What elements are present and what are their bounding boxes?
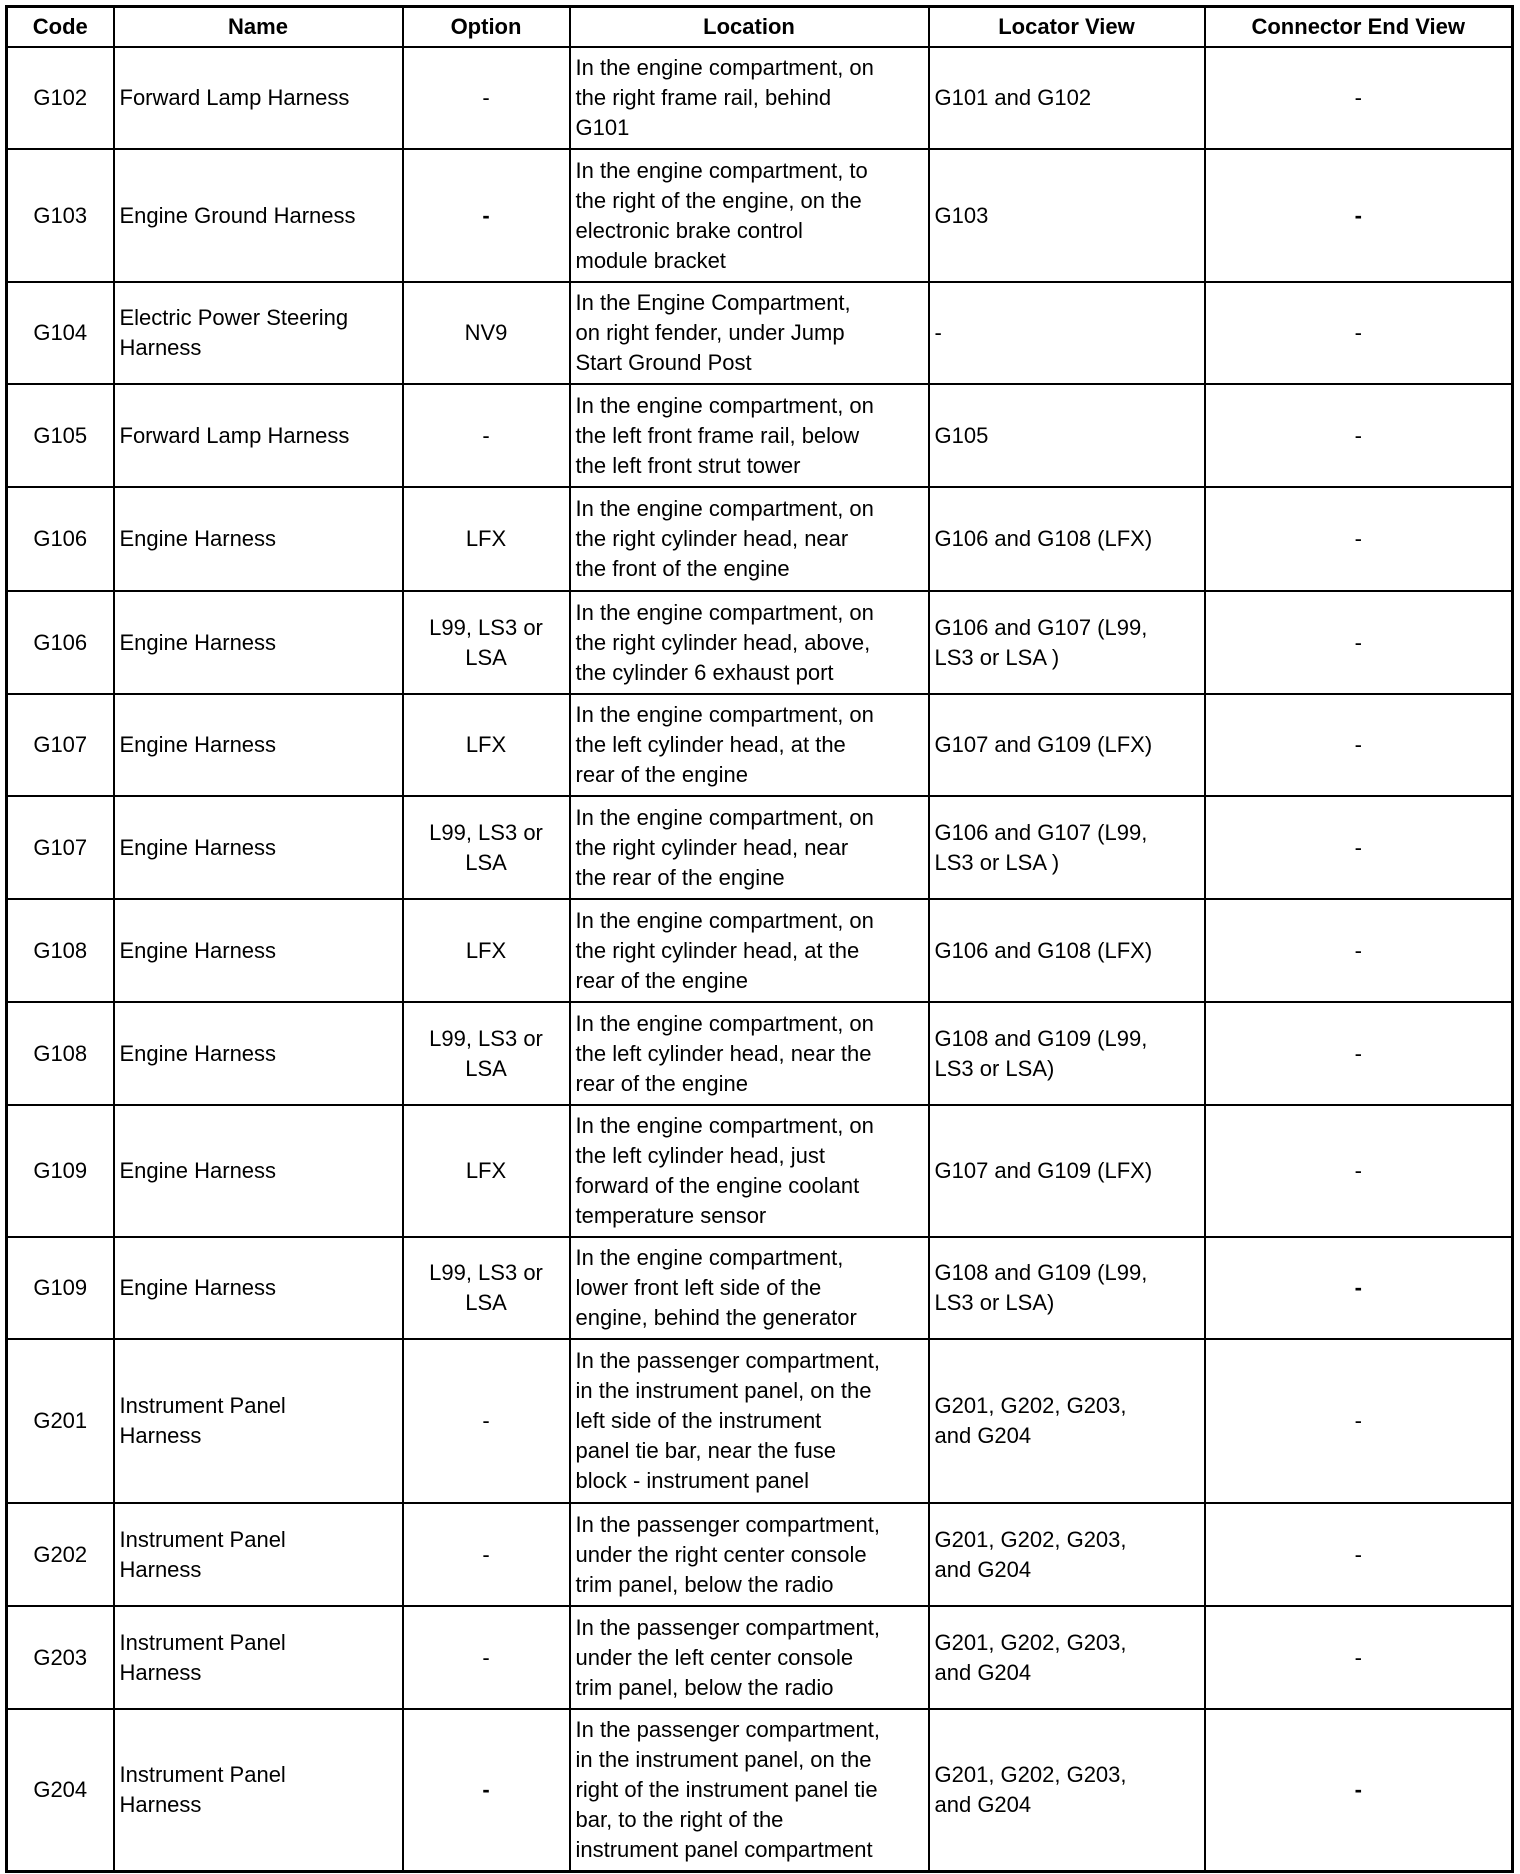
cell-code: G107 (7, 694, 114, 796)
cell-locator-view: G101 and G102 (929, 47, 1205, 149)
cell-option: LFX (403, 694, 570, 796)
cell-code: G108 (7, 1002, 114, 1105)
cell-code: G105 (7, 384, 114, 487)
table-row (7, 694, 1513, 796)
cell-option: - (403, 1339, 570, 1503)
table-row (7, 1002, 1513, 1105)
cell-name: Instrument Panel Harness (114, 1339, 403, 1503)
cell-connector-end-view: - (1205, 487, 1513, 591)
cell-name: Forward Lamp Harness (114, 384, 403, 487)
cell-option: L99, LS3 or LSA (403, 591, 570, 694)
cell-location: In the engine compartment, on the left cylinder head, just forward of the engine coolant temperature sensor (570, 1105, 929, 1237)
cell-connector-end-view: - (1205, 1105, 1513, 1237)
cell-location: In the passenger compartment, under the right center console trim panel, below the radio (570, 1503, 929, 1606)
cell-connector-end-view: - (1205, 796, 1513, 899)
cell-name: Engine Harness (114, 1002, 403, 1105)
cell-location: In the engine compartment, on the right frame rail, behind G101 (570, 47, 929, 149)
cell-location: In the engine compartment, on the right cylinder head, near the rear of the engine (570, 796, 929, 899)
cell-location: In the passenger compartment, in the instrument panel, on the right of the instrument panel tie bar, to the right of the instrument panel compartment (570, 1709, 929, 1871)
cell-option: LFX (403, 899, 570, 1002)
cell-location: In the engine compartment, on the right cylinder head, above, the cylinder 6 exhaust port (570, 591, 929, 694)
header-code: Code (7, 7, 114, 48)
cell-name: Engine Harness (114, 796, 403, 899)
cell-option: L99, LS3 or LSA (403, 1237, 570, 1339)
cell-location: In the engine compartment, lower front left side of the engine, behind the generator (570, 1237, 929, 1339)
cell-option: NV9 (403, 282, 570, 384)
cell-option: L99, LS3 or LSA (403, 796, 570, 899)
cell-code: G104 (7, 282, 114, 384)
cell-locator-view: G107 and G109 (LFX) (929, 1105, 1205, 1237)
cell-connector-end-view: - (1205, 694, 1513, 796)
cell-location: In the passenger compartment, under the left center console trim panel, below the radio (570, 1606, 929, 1709)
cell-code: G202 (7, 1503, 114, 1606)
table-row (7, 1339, 1513, 1503)
cell-option: - (403, 149, 570, 282)
cell-name: Instrument Panel Harness (114, 1709, 403, 1871)
cell-option: - (403, 1503, 570, 1606)
header-locator-view: Locator View (929, 7, 1205, 48)
cell-option: LFX (403, 487, 570, 591)
cell-option: - (403, 1709, 570, 1871)
ground-locations-table (5, 5, 1514, 1873)
cell-locator-view: G108 and G109 (L99, LS3 or LSA) (929, 1002, 1205, 1105)
cell-locator-view: G201, G202, G203, and G204 (929, 1606, 1205, 1709)
cell-locator-view: G105 (929, 384, 1205, 487)
cell-location: In the engine compartment, on the right cylinder head, near the front of the engine (570, 487, 929, 591)
cell-locator-view: - (929, 282, 1205, 384)
table-row (7, 1606, 1513, 1709)
cell-name: Engine Harness (114, 1237, 403, 1339)
cell-location: In the engine compartment, on the right cylinder head, at the rear of the engine (570, 899, 929, 1002)
cell-locator-view: G201, G202, G203, and G204 (929, 1503, 1205, 1606)
cell-code: G103 (7, 149, 114, 282)
cell-name: Electric Power Steering Harness (114, 282, 403, 384)
header-row (7, 7, 1513, 48)
table-row (7, 487, 1513, 591)
cell-connector-end-view: - (1205, 591, 1513, 694)
cell-name: Engine Harness (114, 487, 403, 591)
header-name: Name (114, 7, 403, 48)
table-row (7, 1503, 1513, 1606)
cell-option: - (403, 1606, 570, 1709)
cell-location: In the passenger compartment, in the instrument panel, on the left side of the instrument panel tie bar, near the fuse block - instrument panel (570, 1339, 929, 1503)
cell-connector-end-view: - (1205, 1237, 1513, 1339)
cell-locator-view: G201, G202, G203, and G204 (929, 1339, 1205, 1503)
cell-locator-view: G106 and G108 (LFX) (929, 899, 1205, 1002)
cell-name: Forward Lamp Harness (114, 47, 403, 149)
cell-location: In the engine compartment, on the left front frame rail, below the left front strut tower (570, 384, 929, 487)
cell-connector-end-view: - (1205, 1709, 1513, 1871)
cell-code: G102 (7, 47, 114, 149)
cell-connector-end-view: - (1205, 384, 1513, 487)
header-connector-end-view: Connector End View (1205, 7, 1513, 48)
table-row (7, 1237, 1513, 1339)
cell-location: In the engine compartment, on the left cylinder head, at the rear of the engine (570, 694, 929, 796)
cell-name: Instrument Panel Harness (114, 1606, 403, 1709)
cell-connector-end-view: - (1205, 1606, 1513, 1709)
cell-code: G108 (7, 899, 114, 1002)
cell-code: G204 (7, 1709, 114, 1871)
cell-connector-end-view: - (1205, 1503, 1513, 1606)
cell-code: G109 (7, 1237, 114, 1339)
cell-code: G201 (7, 1339, 114, 1503)
cell-name: Engine Harness (114, 591, 403, 694)
cell-locator-view: G108 and G109 (L99, LS3 or LSA) (929, 1237, 1205, 1339)
cell-code: G106 (7, 591, 114, 694)
cell-locator-view: G106 and G107 (L99, LS3 or LSA ) (929, 591, 1205, 694)
table-row (7, 384, 1513, 487)
cell-locator-view: G103 (929, 149, 1205, 282)
cell-option: L99, LS3 or LSA (403, 1002, 570, 1105)
cell-locator-view: G106 and G108 (LFX) (929, 487, 1205, 591)
cell-code: G109 (7, 1105, 114, 1237)
header-option: Option (403, 7, 570, 48)
table-row (7, 899, 1513, 1002)
cell-option: - (403, 47, 570, 149)
cell-name: Engine Harness (114, 1105, 403, 1237)
table-row (7, 1709, 1513, 1871)
cell-code: G107 (7, 796, 114, 899)
cell-option: - (403, 384, 570, 487)
cell-locator-view: G107 and G109 (LFX) (929, 694, 1205, 796)
header-location: Location (570, 7, 929, 48)
cell-locator-view: G106 and G107 (L99, LS3 or LSA ) (929, 796, 1205, 899)
table-row (7, 282, 1513, 384)
table-row (7, 149, 1513, 282)
cell-name: Engine Ground Harness (114, 149, 403, 282)
cell-code: G203 (7, 1606, 114, 1709)
cell-connector-end-view: - (1205, 899, 1513, 1002)
cell-connector-end-view: - (1205, 47, 1513, 149)
cell-location: In the Engine Compartment, on right fender, under Jump Start Ground Post (570, 282, 929, 384)
cell-connector-end-view: - (1205, 149, 1513, 282)
table-row (7, 796, 1513, 899)
table-row (7, 591, 1513, 694)
cell-name: Instrument Panel Harness (114, 1503, 403, 1606)
cell-name: Engine Harness (114, 899, 403, 1002)
cell-code: G106 (7, 487, 114, 591)
cell-name: Engine Harness (114, 694, 403, 796)
table-row (7, 1105, 1513, 1237)
cell-connector-end-view: - (1205, 282, 1513, 384)
cell-option: LFX (403, 1105, 570, 1237)
cell-connector-end-view: - (1205, 1002, 1513, 1105)
cell-connector-end-view: - (1205, 1339, 1513, 1503)
table-row (7, 47, 1513, 149)
cell-location: In the engine compartment, to the right of the engine, on the electronic brake control module bracket (570, 149, 929, 282)
cell-location: In the engine compartment, on the left cylinder head, near the rear of the engine (570, 1002, 929, 1105)
cell-locator-view: G201, G202, G203, and G204 (929, 1709, 1205, 1871)
